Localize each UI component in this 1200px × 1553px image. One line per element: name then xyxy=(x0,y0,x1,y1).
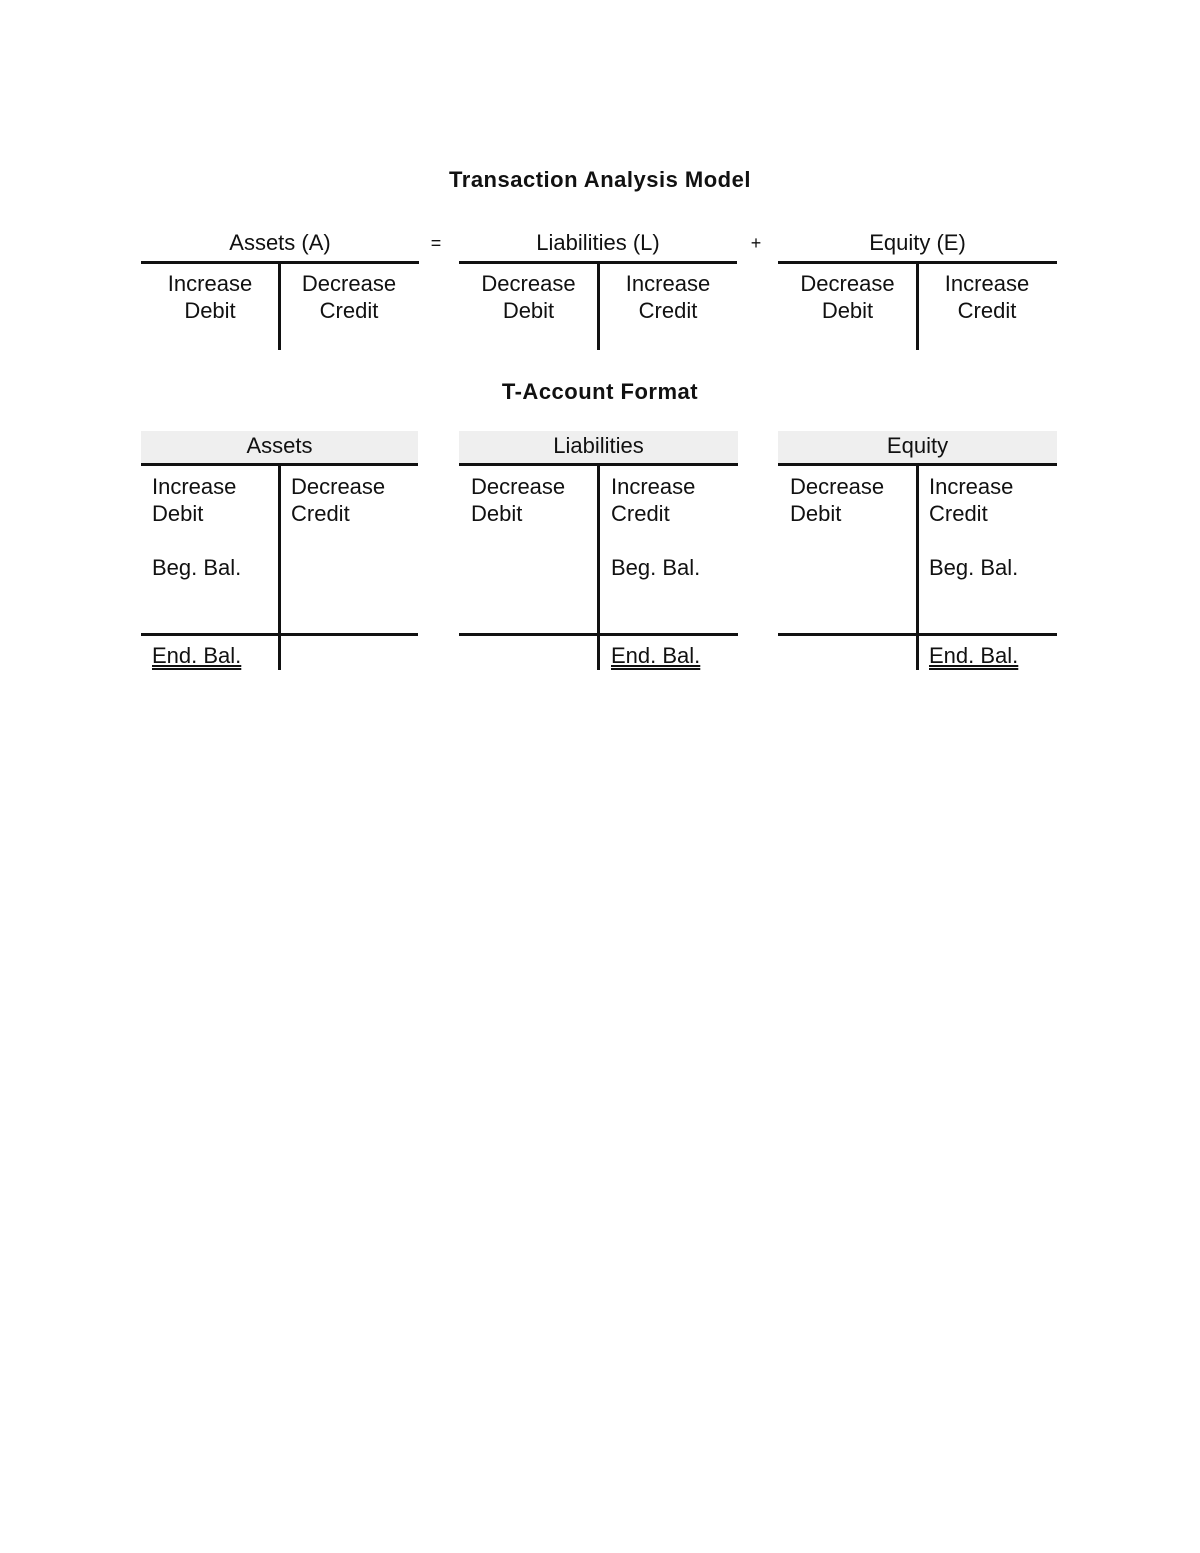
model-liabilities-header: Liabilities (L) xyxy=(536,230,660,255)
model-assets-right-line1: Decrease xyxy=(301,271,397,296)
model-liabilities-left-line2: Debit xyxy=(502,298,555,323)
t-assets-right-line2: Credit xyxy=(291,501,350,526)
model-liabilities-left xyxy=(459,270,598,324)
t-equity-balance-line xyxy=(778,633,1057,636)
t-liabilities-header: Liabilities xyxy=(553,433,644,458)
t-assets-header: Assets xyxy=(246,433,313,458)
plus-sign: + xyxy=(750,233,762,253)
t-liabilities-left xyxy=(471,473,565,527)
t-assets-beg-bal: Beg. Bal. xyxy=(152,555,242,580)
taccount-title: T-Account Format xyxy=(501,379,699,404)
model-assets-left-line2: Debit xyxy=(184,298,236,323)
t-assets-right-line1: Decrease xyxy=(291,474,386,499)
model-assets-header: Assets (A) xyxy=(229,230,331,255)
t-liabilities-left-line2: Debit xyxy=(471,501,523,526)
t-assets-divider xyxy=(278,463,281,670)
t-liabilities-left-line1: Decrease xyxy=(471,474,566,499)
model-liabilities-right xyxy=(599,270,737,324)
model-liabilities-left-line1: Decrease xyxy=(481,271,576,296)
t-liabilities-divider xyxy=(597,463,600,670)
t-assets-left xyxy=(152,473,236,527)
model-equity-left-line1: Decrease xyxy=(800,271,895,296)
t-assets-left-line1: Increase xyxy=(152,474,237,499)
model-equity-header: Equity (E) xyxy=(869,230,966,255)
t-equity-left xyxy=(790,473,884,527)
t-liabilities-end-bal: End. Bal. xyxy=(611,643,701,668)
t-liabilities-right xyxy=(611,473,695,527)
t-equity-right xyxy=(929,473,1013,527)
t-assets-left-line2: Debit xyxy=(152,501,204,526)
t-liabilities-right-line2: Credit xyxy=(611,501,670,526)
t-equity-end-bal: End. Bal. xyxy=(929,643,1019,668)
t-equity-beg-bal: Beg. Bal. xyxy=(929,555,1019,580)
t-equity-header: Equity xyxy=(886,433,949,458)
model-equity-right-line2: Credit xyxy=(957,298,1017,323)
model-liabilities-right-line1: Increase xyxy=(625,271,711,296)
model-liabilities-right-line2: Credit xyxy=(638,298,698,323)
model-assets-left xyxy=(141,270,279,324)
t-assets-end-bal: End. Bal. xyxy=(152,643,242,668)
model-assets-right xyxy=(280,270,418,324)
t-equity-right-line2: Credit xyxy=(929,501,988,526)
t-liabilities-balance-line xyxy=(459,633,738,636)
t-assets-right xyxy=(291,473,385,527)
model-equity-right xyxy=(918,270,1056,324)
t-assets-balance-line xyxy=(141,633,418,636)
model-title: Transaction Analysis Model xyxy=(449,167,751,192)
model-equity-left-line2: Debit xyxy=(821,298,874,323)
model-equity-right-line1: Increase xyxy=(944,271,1030,296)
equals-sign: = xyxy=(430,233,442,253)
t-equity-divider xyxy=(916,463,919,670)
model-equity-left xyxy=(778,270,917,324)
t-liabilities-beg-bal: Beg. Bal. xyxy=(611,555,701,580)
t-equity-right-line1: Increase xyxy=(929,474,1014,499)
t-equity-left-line1: Decrease xyxy=(790,474,885,499)
t-liabilities-right-line1: Increase xyxy=(611,474,696,499)
t-equity-left-line2: Debit xyxy=(790,501,842,526)
model-assets-left-line1: Increase xyxy=(167,271,253,296)
model-assets-right-line2: Credit xyxy=(319,298,379,323)
